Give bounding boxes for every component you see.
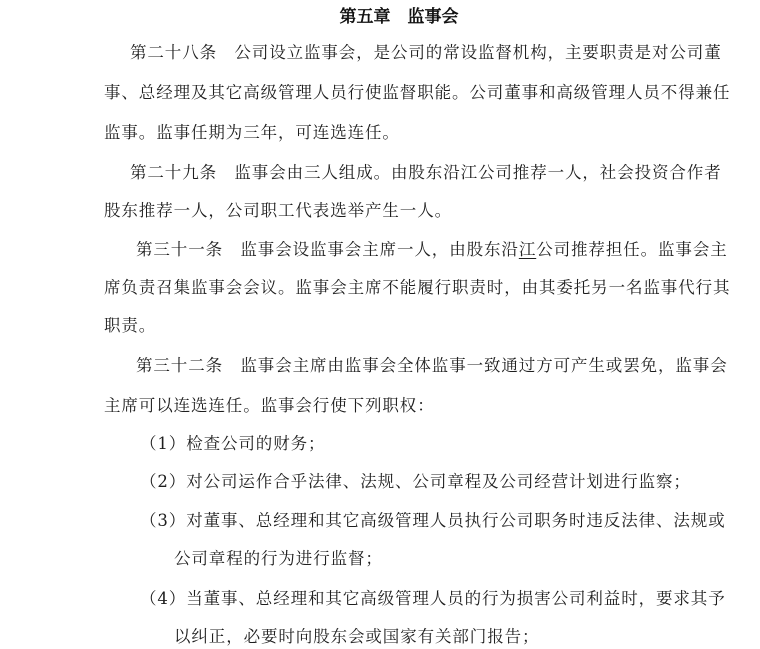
article-28-line-1: 第二十八条 公司设立监事会，是公司的常设监督机构，主要职责是对公司董: [130, 43, 722, 62]
power-item-3: [140, 509, 726, 533]
list-text: 对董事、总经理和其它高级管理人员执行公司职务时违反法律、法规或: [186, 511, 726, 530]
list-marker: （4）: [140, 589, 187, 608]
article-29-line-1: 第二十九条 监事会由三人组成。由股东沿江公司推荐一人，社会投资合作者: [130, 163, 722, 182]
power-item-4-continuation: 以纠正，必要时向股东会或国家有关部门报告；: [174, 627, 540, 646]
list-text: 对公司运作合乎法律、法规、公司章程及公司经营计划进行监察；: [186, 472, 691, 491]
article-28-line-3: 监事。监事任期为三年，可连选连任。: [104, 123, 400, 142]
power-item-2: [140, 470, 691, 494]
article-32-line-2: 主席可以连选连任。监事会行使下列职权：: [104, 396, 435, 415]
article-29-line-2: 股东推荐一人，公司职工代表选举产生一人。: [104, 201, 452, 220]
list-text: 当董事、总经理和其它高级管理人员的行为损害公司利益时，要求其予: [186, 589, 726, 608]
article-32-line-1: 第三十二条 监事会主席由监事会全体监事一致通过方可产生或罢免，监事会: [136, 356, 728, 375]
article-28-line-2: 事、总经理及其它高级管理人员行使监督职能。公司董事和高级管理人员不得兼任: [104, 83, 731, 102]
list-marker: （1）: [140, 434, 187, 453]
article-31-line-1-end: 公司推荐担任。监事会主: [536, 240, 728, 259]
article-31-line-2: 席负责召集监事会会议。监事会主席不能履行职责时，由其委托另一名监事代行其: [104, 278, 731, 297]
list-text: 检查公司的财务；: [186, 434, 326, 453]
article-31-line-1: [136, 238, 728, 262]
article-31-line-3: 职责。: [104, 316, 157, 335]
chapter-title: 第五章 监事会: [339, 7, 459, 27]
article-31-line-1-start: 第三十一条 监事会设监事会主席一人，由股东沿: [136, 240, 519, 259]
power-item-4: [140, 587, 726, 611]
list-marker: （2）: [140, 472, 187, 491]
list-marker: （3）: [140, 511, 187, 530]
power-item-3-continuation: 公司章程的行为进行监督；: [174, 549, 383, 568]
underlined-character: 江: [518, 240, 537, 259]
power-item-1: [140, 432, 325, 456]
